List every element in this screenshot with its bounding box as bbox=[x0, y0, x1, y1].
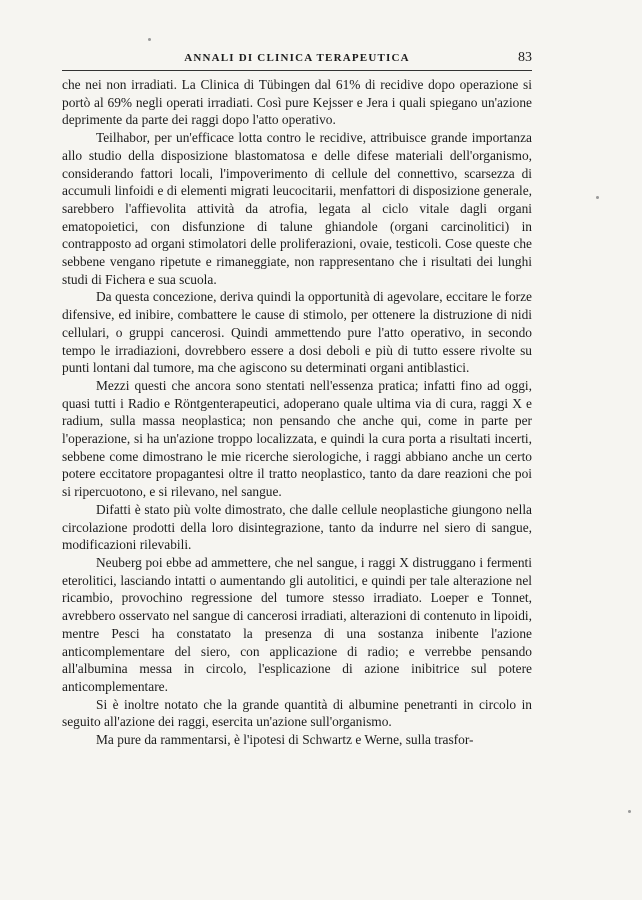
scan-speck bbox=[628, 810, 631, 813]
scan-speck bbox=[148, 38, 151, 41]
page-number: 83 bbox=[518, 50, 532, 65]
paragraph: che nei non irradiati. La Clinica di Tübingen dal 61% di recidive dopo operazione si portò al 69% negli operati irradiati. Così pure Kejsser e Jera i quali spiegano un'azione deprimente da parte dei raggi dopo l'atto operativo. bbox=[62, 77, 532, 128]
paragraph: Mezzi questi che ancora sono stentati nell'essenza pratica; infatti fino ad oggi, quasi tutti i Radio e Röntgenterapeutici, adoperano quale ultima via di cura, raggi X e radium, sulla massa neoplastica; non pensando che anche qui, come in parte per l'operazione, si ha un'azione troppo localizzata, e quindi la cura porta a risultati incerti, sebbene come dimostrano le mie ricerche sierologiche, i raggi abbiano anche un certo potere eccitatore propagantesi oltre il tratto neoplastico, tanto da dare reazioni che poi si ripercuotono, e si rilevano, nel sangue. bbox=[62, 377, 532, 500]
paragraph: Difatti è stato più volte dimostrato, che dalle cellule neoplastiche giungono nella circolazione prodotti della loro disintegrazione, tanto da indurre nel siero di sangue, modificazioni rilevabili. bbox=[62, 501, 532, 553]
header-rule bbox=[62, 70, 532, 71]
paragraph: Si è inoltre notato che la grande quantità di albumine penetranti in circolo in seguito all'azione dei raggi, esercita un'azione sull'organismo. bbox=[62, 696, 532, 730]
paragraph: Neuberg poi ebbe ad ammettere, che nel sangue, i raggi X distruggano i fermenti eterolitici, lasciando intatti o aumentando gli autolitici, e quindi per tale alterazione nel ricambio, provochino regressione del tumore stesso irradiato. Loeper e Tonnet, avrebbero osservato nel sangue di cancerosi irradiati, alterazioni di contenuto in lipoidi, mentre Pesci ha constatato la presenza di una sostanza inibente l'azione anticomplementare del siero, con applicazione di radio; e verrebbe pensando all'albumina messa in circolo, l'esplicazione di azione inibitrice sul potere anticomplementare. bbox=[62, 554, 532, 694]
body-text bbox=[62, 76, 532, 749]
paragraph: Teilhabor, per un'efficace lotta contro le recidive, attribuisce grande importanza allo studio della disposizione blastomatosa e delle difese materiali dell'organismo, considerando fattori locali, l'impoverimento di cellule del connettivo, scarsezza di accumuli linfoidi e di elementi migrati leucocitarii, menfattori di disposizione generale, sarebbero l'affievolita attività da atrofia, legata al ciclo vitale dagli organi ematopoietici, con disfunzione di talune ghiandole (organi carcinolitici) in contrapposto ad organi stimolatori delle proliferazioni, ovaie, testicoli. Cose queste che sebbene vengano ripetute e rimaneggiate, non rappresentano che i risultati dei lunghi studi di Fichera e sua scuola. bbox=[62, 130, 532, 287]
paragraph: Ma pure da rammentarsi, è l'ipotesi di Schwartz e Werne, sulla trasfor- bbox=[96, 732, 474, 748]
running-title: ANNALI DI CLINICA TERAPEUTICA bbox=[184, 52, 410, 64]
running-header bbox=[62, 50, 532, 70]
paragraph: Da questa concezione, deriva quindi la opportunità di agevolare, eccitare le forze difensive, ed inibire, combattere le cause di stimolo, per ottenere la distruzione di nidi cellulari, o gruppi cancerosi. Quindi ammettendo pure l'atto operativo, in secondo tempo le irradiazioni, dovrebbero essere a dosi deboli e più di tutto essere rivolte su punti lontani dal tumore, ma che agiscono su determinati organi antiblastici. bbox=[62, 289, 532, 376]
scan-speck bbox=[596, 196, 599, 199]
